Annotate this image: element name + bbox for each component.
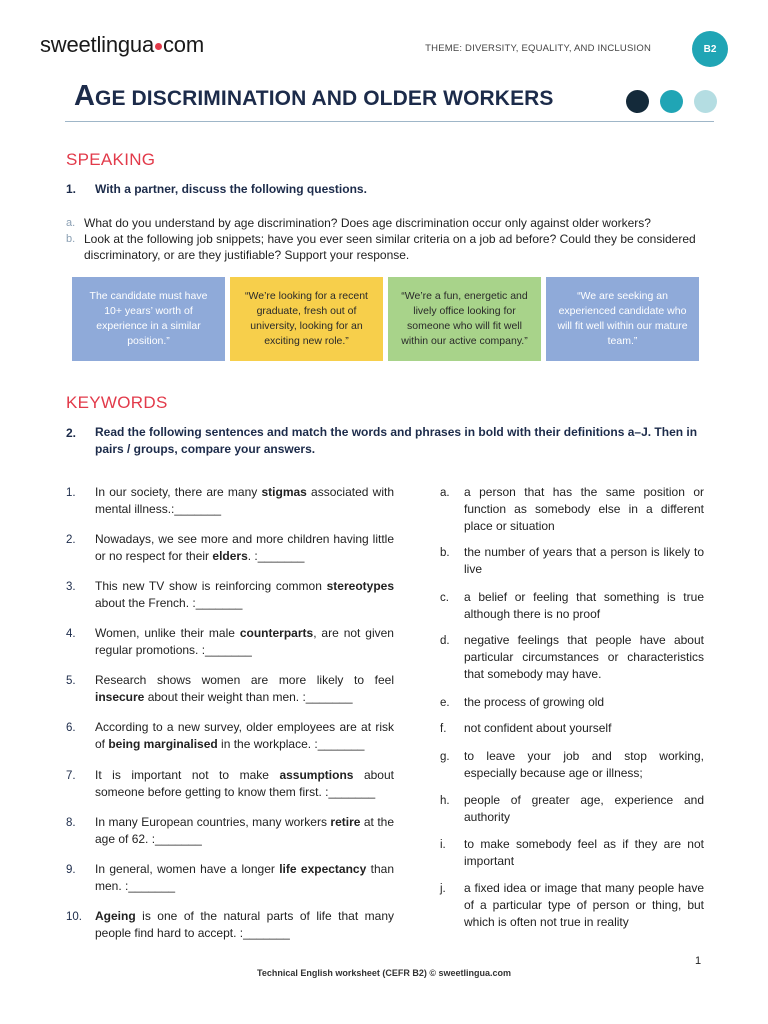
- definition-text: the number of years that a person is likely to live: [464, 545, 704, 576]
- theme-label: THEME: DIVERSITY, EQUALITY, AND INCLUSION: [425, 43, 651, 54]
- sentence-text-post: associated with mental illness.:_______: [95, 485, 394, 516]
- sentence-text-post: . :_______: [247, 549, 305, 563]
- keyword: being marginalised: [108, 737, 218, 751]
- definition-text: to leave your job and stop working, especially because age or illness;: [464, 749, 704, 780]
- definition-text: not confident about yourself: [464, 721, 612, 735]
- keyword: life expectancy: [279, 862, 367, 876]
- sentence-number: 6.: [66, 722, 76, 734]
- dot-light: [694, 90, 717, 113]
- definition-letter: e.: [440, 697, 450, 709]
- job-snippet-4: “We are seeking an experienced candidate who will fit well within our mature team.”: [546, 277, 699, 361]
- sentence-text: [95, 625, 394, 659]
- definition-text: a person that has the same position or function as somebody else in a different place or situation: [464, 485, 704, 533]
- title-initial: A: [74, 80, 96, 112]
- definition-text: a belief or feeling that something is true although there is no proof: [464, 590, 704, 621]
- definition-text: negative feelings that people have about particular circumstances or characteristics that somebody may have.: [464, 633, 704, 681]
- footer-text: Technical English worksheet (CEFR B2) © sweetlingua.com: [256, 968, 512, 978]
- item-letter: b.: [66, 233, 76, 245]
- sentence-text-pre: It is important not to make: [95, 768, 280, 782]
- sentence-text-post: is one of the natural parts of life that many people find hard to accept. :_______: [95, 909, 394, 940]
- question-number-1: 1.: [66, 182, 77, 196]
- logo-text-right: com: [163, 32, 204, 57]
- definition-letter: h.: [440, 795, 450, 807]
- sentence-text: [95, 908, 394, 942]
- item-letter: a.: [66, 217, 76, 229]
- definition-letter: b.: [440, 547, 450, 559]
- sentence-text: [95, 767, 394, 801]
- decorative-dots: [626, 90, 717, 113]
- sentence-text: [95, 814, 394, 848]
- definition-letter: d.: [440, 635, 450, 647]
- sentence-number: 9.: [66, 864, 76, 876]
- keyword: counterparts: [239, 626, 314, 640]
- speaking-item-b: [66, 231, 716, 263]
- sentence-text-post: about the French. :_______: [95, 596, 243, 610]
- item-text: Look at the following job snippets; have you ever seen similar criteria on a job ad before? Could they be considered discriminatory, or are they justifiable? Support your response.: [84, 232, 696, 262]
- definition-letter: j.: [440, 883, 446, 895]
- dot-mid: [660, 90, 683, 113]
- sentence-text-post: at the age of 62. :_______: [95, 815, 395, 846]
- definition-text: a fixed idea or image that many people have of a particular type of person or thing, but which is often not true in reality: [464, 881, 704, 929]
- job-snippet-2: “We’re looking for a recent graduate, fresh out of university, looking for an exciting new role.”: [230, 277, 383, 361]
- sentence-text-pre: According to a new survey, older employees are at risk of: [95, 720, 394, 751]
- sentence-text-pre: Nowadays, we see more and more children having little or no respect for their: [95, 532, 394, 563]
- job-snippets: [72, 277, 699, 361]
- question-text-2: Read the following sentences and match the words and phrases in bold with their definitions a–J. Then in pairs / groups, compare your answers.: [95, 425, 698, 456]
- keyword: insecure: [95, 690, 145, 704]
- sentence-text-pre: In general, women have a longer: [95, 862, 280, 876]
- sentence-text: [95, 578, 394, 612]
- definition-letter: a.: [440, 487, 450, 499]
- page-title: [74, 80, 554, 113]
- sentence-text-post: than men. :_______: [95, 862, 394, 893]
- sentence-text: [95, 719, 394, 753]
- title-divider: [65, 121, 714, 122]
- sentence-text-pre: This new TV show is reinforcing common: [95, 579, 327, 593]
- question-number-2: 2.: [66, 426, 77, 440]
- keywords-heading: KEYWORDS: [66, 393, 168, 412]
- logo-text-left: sweetlingua: [40, 32, 154, 57]
- page-number: 1: [695, 955, 702, 967]
- sentence-number: 4.: [66, 628, 76, 640]
- sentence-number: 1.: [66, 487, 76, 499]
- keyword: elders: [212, 549, 248, 563]
- sentence-text: [95, 484, 394, 518]
- speaking-heading: SPEAKING: [66, 150, 156, 169]
- definition-text: to make somebody feel as if they are not important: [464, 837, 704, 868]
- sentence-text-pre: Women, unlike their male: [95, 626, 240, 640]
- sentence-number: 2.: [66, 534, 76, 546]
- sentence-text-post: about someone before getting to know them first. :_______: [95, 768, 394, 799]
- definition-letter: g.: [440, 751, 450, 763]
- site-logo[interactable]: [40, 32, 204, 58]
- sentence-text-pre: In many European countries, many workers: [95, 815, 331, 829]
- definition-text: people of greater age, experience and authority: [464, 793, 704, 824]
- sentence-text-post: , are not given regular promotions. :_______: [95, 626, 394, 657]
- sentence-text-pre: Research shows women are more likely to feel: [95, 673, 394, 687]
- speaking-item-a: [66, 215, 716, 231]
- sentence-text-post: about their weight than men. :_______: [144, 690, 353, 704]
- sentence-number: 10.: [66, 911, 82, 923]
- sentence-text-post: in the workplace. :_______: [217, 737, 365, 751]
- keyword: Ageing: [95, 909, 136, 923]
- title-rest: GE DISCRIMINATION AND OLDER WORKERS: [95, 87, 554, 110]
- definition-letter: f.: [440, 723, 447, 735]
- item-text: What do you understand by age discrimination? Does age discrimination occur only against older workers?: [84, 216, 651, 230]
- sentence-text: [95, 861, 394, 895]
- keyword: stigmas: [261, 485, 307, 499]
- sentence-number: 8.: [66, 817, 76, 829]
- definition-letter: c.: [440, 592, 449, 604]
- apple-icon: [155, 43, 162, 50]
- question-text-1: With a partner, discuss the following questions.: [95, 182, 367, 196]
- sentence-number: 7.: [66, 770, 76, 782]
- job-snippet-1: The candidate must have 10+ years’ worth of experience in a similar position.”: [72, 277, 225, 361]
- keyword: retire: [330, 815, 361, 829]
- sentence-text-pre: In our society, there are many: [95, 485, 262, 499]
- sentence-text: [95, 531, 394, 565]
- definition-letter: i.: [440, 839, 446, 851]
- sentence-number: 5.: [66, 675, 76, 687]
- definition-text: the process of growing old: [464, 695, 605, 709]
- dot-dark: [626, 90, 649, 113]
- sentence-number: 3.: [66, 581, 76, 593]
- level-badge: B2: [692, 31, 728, 67]
- keyword: stereotypes: [326, 579, 394, 593]
- sentence-text: [95, 672, 394, 706]
- job-snippet-3: “We’re a fun, energetic and lively office looking for someone who will fit well within our active company.”: [388, 277, 541, 361]
- keyword: assumptions: [279, 768, 354, 782]
